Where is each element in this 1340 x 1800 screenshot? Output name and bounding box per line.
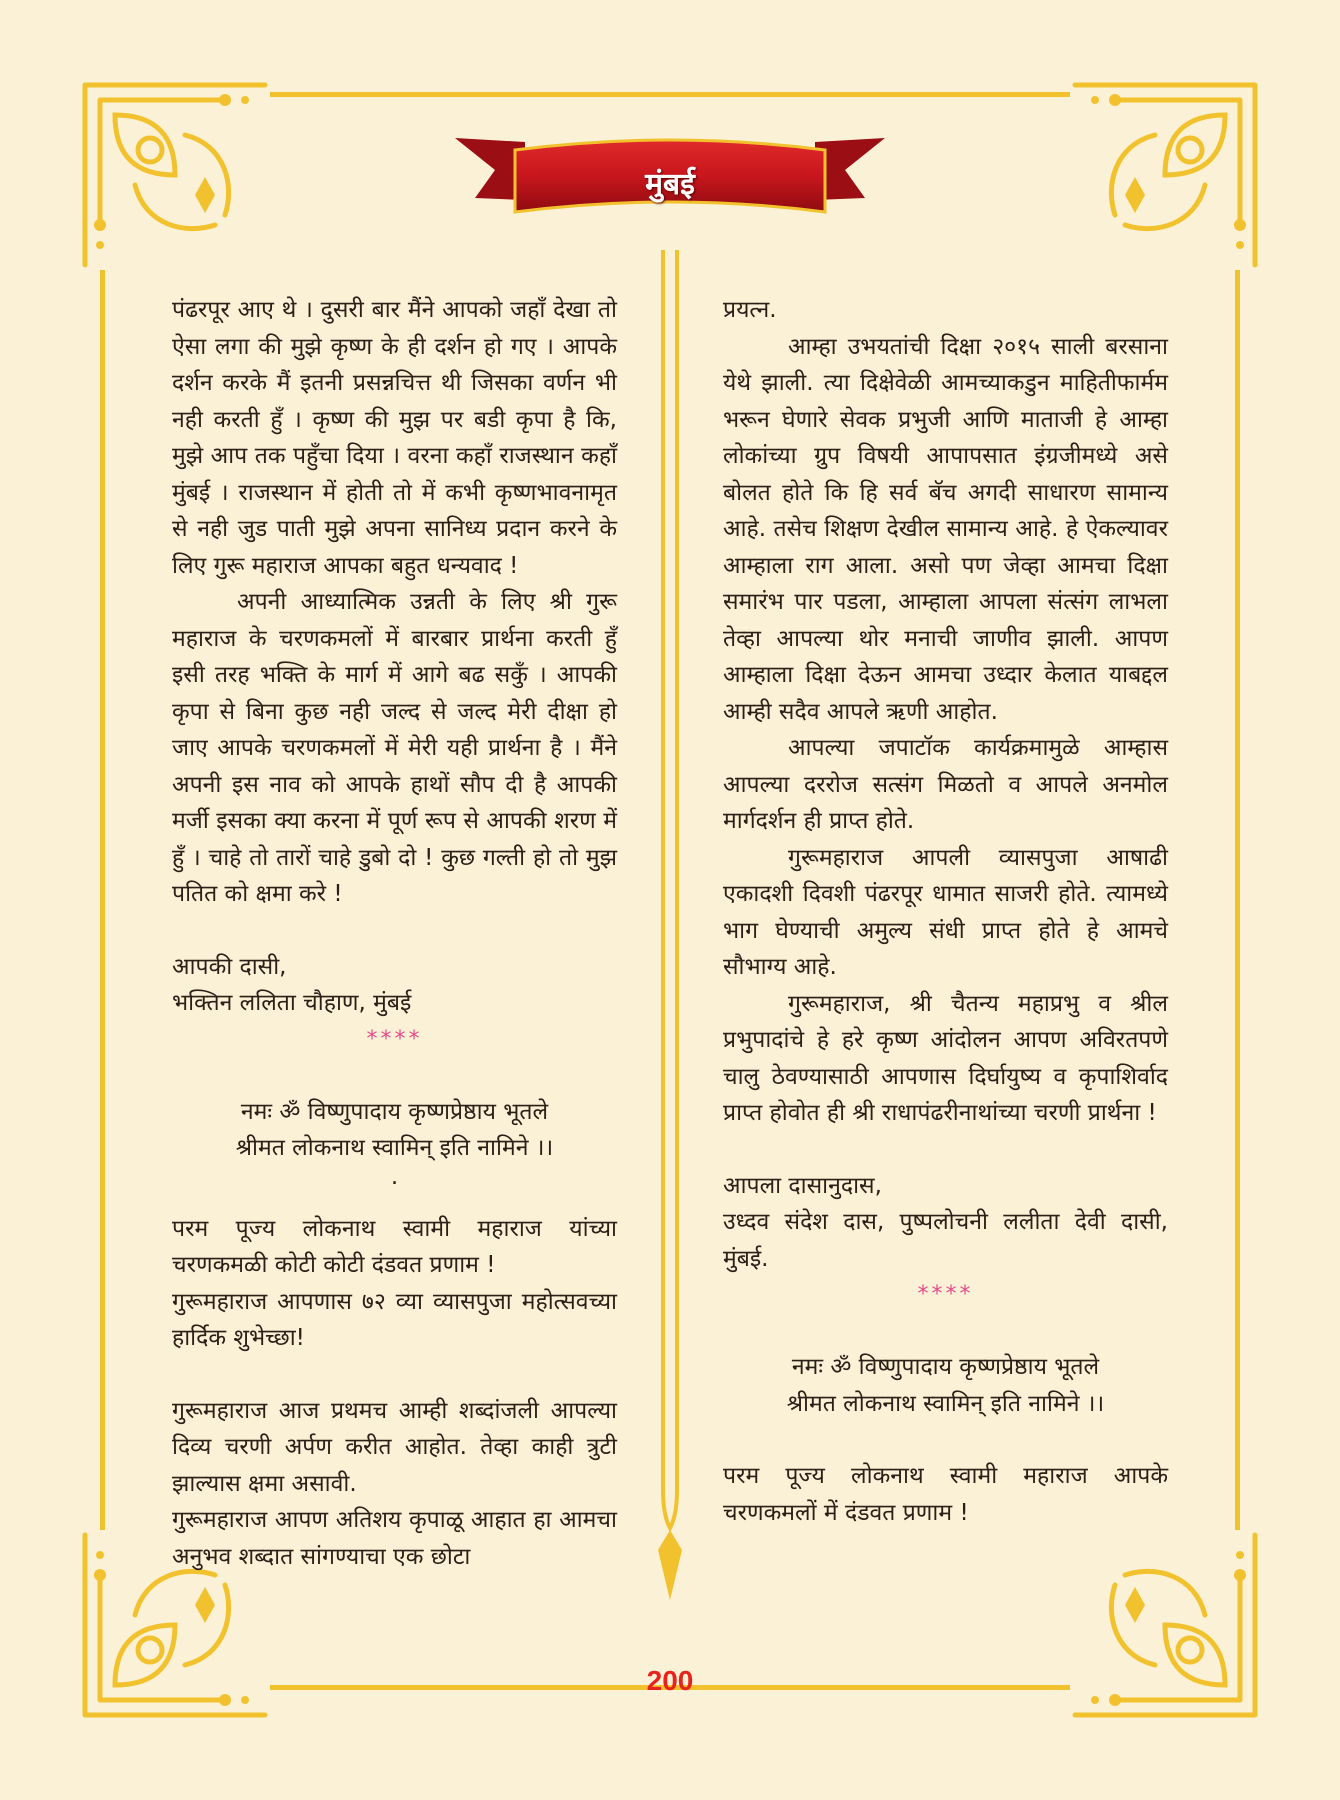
paragraph: पंढरपूर आए थे । दुसरी बार मैंने आपको जहाँ देखा तो ऐसा लगा की मुझे कृष्ण के ही दर्शन हो गए । आपके दर्शन करके मैं इतनी प्रसन्नचित्त थी जिसका वर्णन भी नही करती हुँ । कृष्ण की मुझ पर बडी कृपा है कि, मुझे आप तक पहुँचा दिया । वरना कहाँ राजस्थान कहाँ मुंबई । राजस्थान में होती तो में कभी कृष्णभावनामृत से नही जुड पाती मुझे अपना सानिध्य प्रदान करने के लिए गुरू महाराज आपका बहुत धन्यवाद ! bbox=[172, 297, 617, 579]
paragraph: प्रयत्न. bbox=[723, 297, 777, 323]
paragraph: आम्हा उभयतांची दिक्षा २०१५ साली बरसाना येथे झाली. त्या दिक्षेवेळी आमच्याकडुन माहितीफार्मम भरून घेणारे सेवक प्रभुजी आणि माताजी हे आम्हा लोकांच्या ग्रुप विषयी आपापसात इंग्रजीमध्ये असे बोलत होते कि हि सर्व बॅच अगदी साधारण सामान्य आहे. तसेच शिक्षण देखील सामान्य आहे. हे ऐकल्यावर आम्हाला राग आला. असो पण जेव्हा आमचा दिक्षा समारंभ पार पडला, आम्हाला आपला संत्संग लाभला तेव्हा आपल्या थोर मनाची जाणीव झाली. आपण आम्हाला दिक्षा देऊन आमचा उध्दार केलात याबद्दल आम्ही सदैव आपले ऋणी आहोत. bbox=[723, 333, 1168, 725]
title-ribbon bbox=[455, 120, 885, 230]
paragraph: गुरूमहाराज आपली व्यासपुजा आषाढी एकादशी दिवशी पंढरपूर धामात साजरी होते. त्यामध्ये भाग घेण्याची अमुल्य संधी प्राप्त होते हे आमचे सौभाग्य आहे. bbox=[723, 844, 1168, 980]
left-column bbox=[172, 292, 617, 1575]
mantra-line: नमः ॐ विष्णुपादाय कृष्णप्रेष्ठाय भूतले bbox=[240, 1098, 549, 1125]
paragraph: परम पूज्य लोकनाथ स्वामी महाराज आपके चरणकमलों में दंडवत प्रणाम ! bbox=[723, 1463, 1168, 1526]
paragraph: परम पूज्य लोकनाथ स्वामी महाराज यांच्या चरणकमळी कोटी कोटी दंडवत प्रणाम ! bbox=[172, 1215, 617, 1278]
signature-name: उध्दव संदेश दास, पुष्पलोचनी ललीता देवी दासी, मुंबई. bbox=[723, 1209, 1168, 1272]
paragraph: आपल्या जपाटॉक कार्यक्रमामुळे आम्हास आपल्या दररोज सत्संग मिळतो व आपले अनमोल मार्गदर्शन ही प्राप्त होते. bbox=[723, 735, 1168, 834]
paragraph: गुरूमहाराज आज प्रथमच आम्ही शब्दांजली आपल्या दिव्य चरणी अर्पण करीत आहोत. तेव्हा काही त्रुटी झाल्यास क्षमा असावी. bbox=[172, 1397, 617, 1497]
column-divider bbox=[650, 250, 690, 1600]
corner-ornament-icon bbox=[1065, 75, 1265, 275]
paragraph: गुरूमहाराज, श्री चैतन्य महाप्रभु व श्रील प्रभुपादांचे हे हरे कृष्ण आंदोलन आपण अविरतपणे चालु ठेवण्यासाठी आपणास दिर्घायुष्य व कृपाशिर्वाद प्राप्त होवोत ही श्री राधापंढरीनाथांच्या चरणी प्रार्थना ! bbox=[723, 990, 1168, 1126]
frame-right-border bbox=[1235, 270, 1240, 1530]
signature-name: भक्तिन ललिता चौहाण, मुंबई bbox=[172, 990, 412, 1016]
frame-left-border bbox=[100, 270, 105, 1530]
paragraph: गुरूमहाराज आपण अतिशय कृपाळू आहात हा आमचा अनुभव शब्दात सांगण्याचा एक छोटा bbox=[172, 1507, 617, 1570]
frame-top-border bbox=[270, 92, 1070, 97]
corner-ornament-icon bbox=[75, 75, 275, 275]
signature-salutation: आपकी दासी, bbox=[172, 953, 287, 980]
paragraph: अपनी आध्यात्मिक उन्नती के लिए श्री गुरू महाराज के चरणकमलों में बारबार प्रार्थना करती हुँ इसी तरह भक्ति के मार्ग में आगे बढ सकुँ । आपकी कृपा से बिना कुछ नही जल्द से जल्द मेरी दीक्षा हो जाए आपके चरणकमलों में मेरी यही प्रार्थना है । मैंने अपनी इस नाव को आपके हाथों सौप दी है आपकी मर्जी इसका क्या करना में पूर्ण रूप से आपकी शरण में हुँ । चाहे तो तारों चाहे डुबो दो ! कुछ गल्ती हो तो मुझ पतित को क्षमा करे ! bbox=[172, 589, 617, 907]
separator-stars: **** bbox=[366, 1026, 423, 1052]
page-number: 200 bbox=[646, 1665, 694, 1696]
mantra-line: श्रीमत लोकनाथ स्वामिन् इति नामिने ।। bbox=[786, 1390, 1105, 1417]
mantra-line: नमः ॐ विष्णुपादाय कृष्णप्रेष्ठाय भूतले bbox=[791, 1354, 1100, 1380]
dot-mark: . bbox=[390, 1163, 399, 1190]
mantra-line: श्रीमत लोकनाथ स्वामिन् इति नामिने ।। bbox=[235, 1135, 554, 1161]
separator-stars: **** bbox=[917, 1282, 974, 1307]
right-column bbox=[723, 292, 1168, 1531]
paragraph: गुरूमहाराज आपणास ७२ व्या व्यासपुजा महोत्सवच्या हार्दिक शुभेच्छा! bbox=[172, 1288, 617, 1351]
signature-salutation: आपला दासानुदास, bbox=[723, 1172, 882, 1199]
page-title: मुंबई bbox=[645, 167, 695, 202]
